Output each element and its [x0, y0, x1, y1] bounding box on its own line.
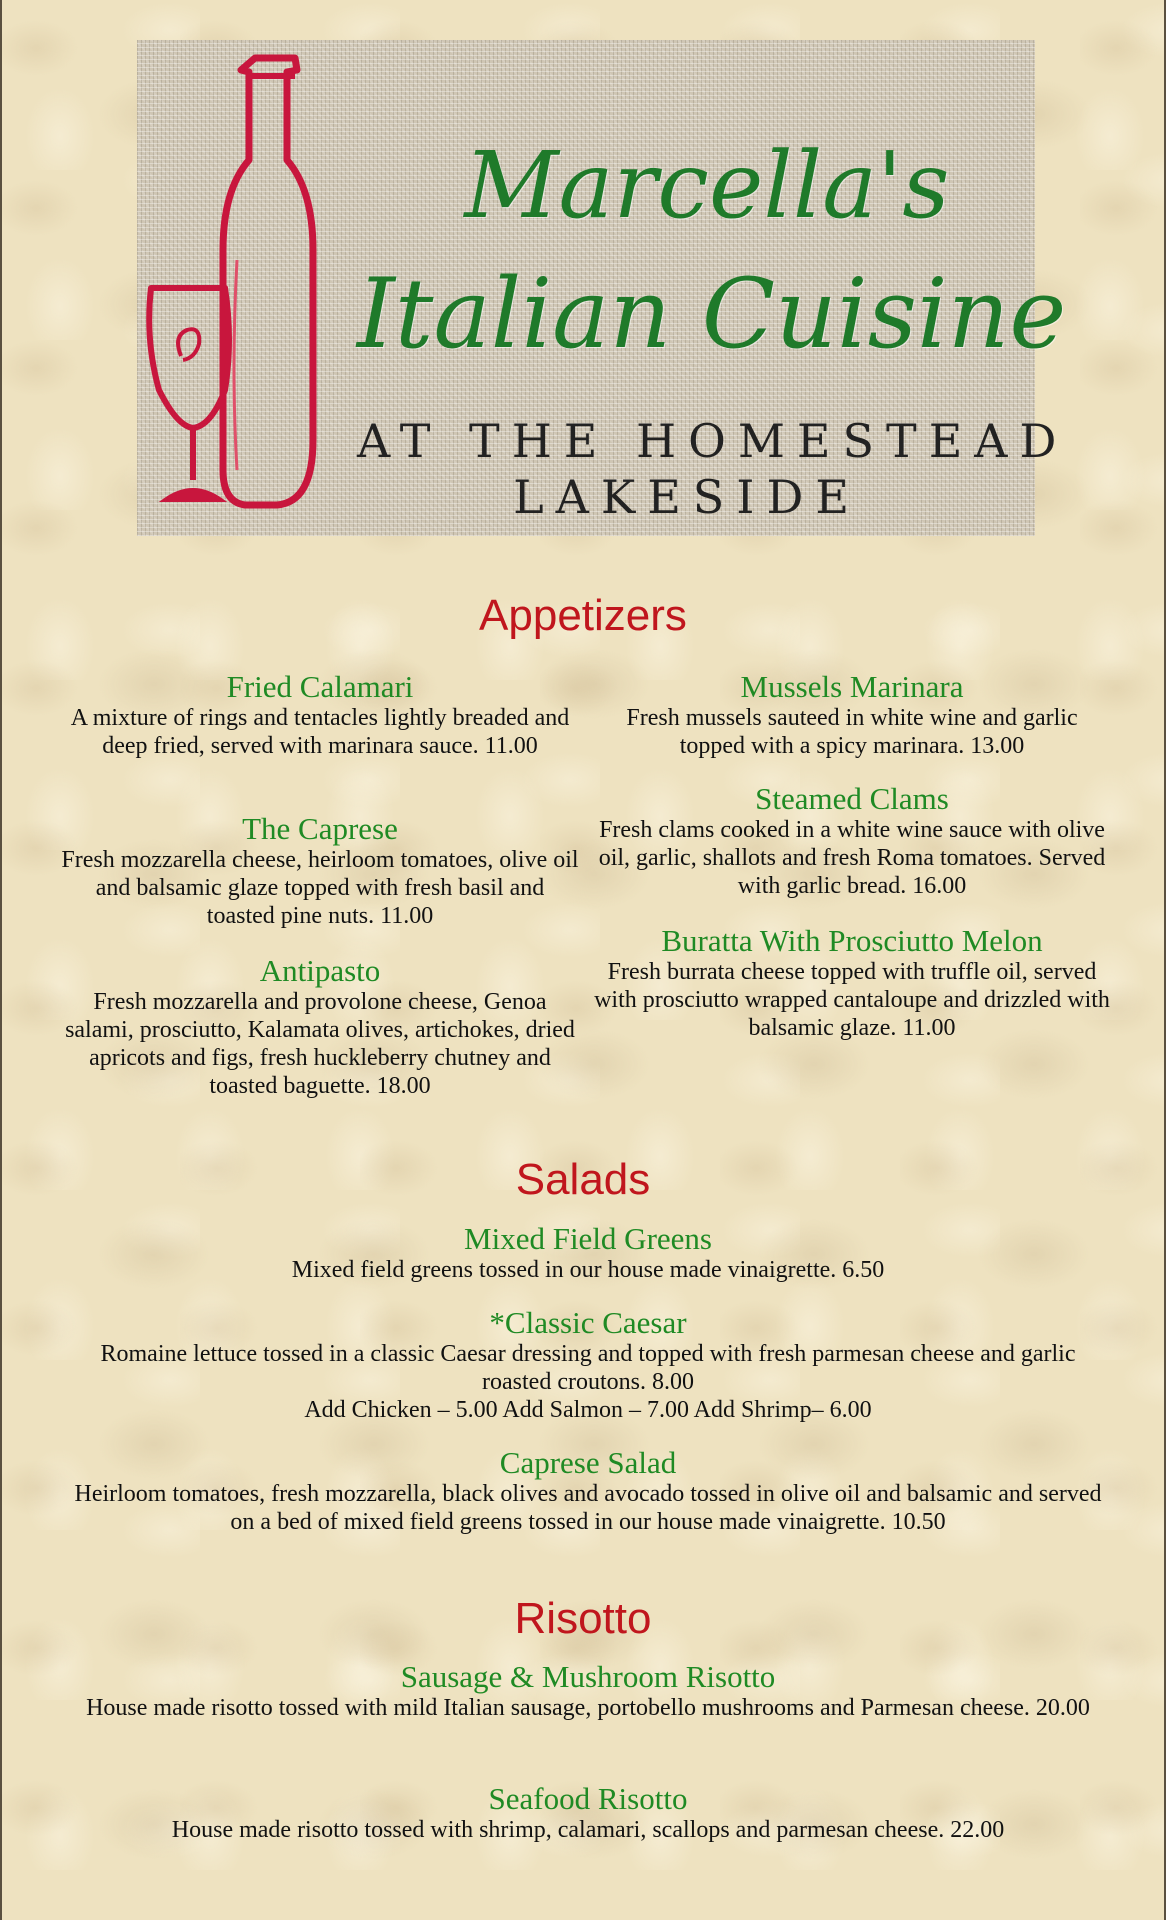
menu-item: [50, 1306, 1126, 1424]
item-name: Sausage & Mushroom Risotto: [400, 1659, 776, 1694]
item-name: Fried Calamari: [226, 669, 414, 704]
brand-name-line2: Italian Cuisine: [357, 258, 1067, 370]
item-name: Mixed Field Greens: [464, 1221, 712, 1256]
menu-item: [60, 670, 580, 760]
appetizers-left-column: [60, 670, 580, 760]
appetizers-right-column: [592, 670, 1112, 760]
item-name: Caprese Salad: [499, 1445, 677, 1480]
menu-item: [592, 782, 1112, 900]
item-description: Fresh mozzarella cheese, heirloom tomatoes, olive oil and balsamic glaze topped with fresh basil and toasted pine nuts. 11.00: [61, 847, 579, 929]
menu-item: [592, 670, 1112, 760]
menu-item: [592, 924, 1112, 1042]
item-name: Steamed Clams: [755, 781, 949, 816]
item-description: House made risotto tossed with shrimp, calamari, scallops and parmesan cheese. 22.00: [171, 1817, 1005, 1843]
salads-heading: Salads: [515, 1155, 651, 1204]
item-description: House made risotto tossed with mild Italian sausage, portobello mushrooms and Parmesan cheese. 20.00: [86, 1695, 1090, 1721]
item-name: The Caprese: [242, 811, 398, 846]
item-description: Mixed field greens tossed in our house made vinaigrette. 6.50: [291, 1257, 885, 1283]
risotto-heading: Risotto: [514, 1594, 652, 1643]
brand-name-line1: Marcella's: [464, 132, 950, 239]
item-name: Antipasto: [259, 953, 381, 988]
item-description: Fresh mozzarella and provolone cheese, Genoa salami, prosciutto, Kalamata olives, artichokes, dried apricots and figs, fresh huckleberry chutney and toasted baguette. 18.00: [65, 989, 575, 1099]
item-name: Buratta With Prosciutto Melon: [661, 923, 1043, 958]
item-addons: Add Chicken – 5.00 Add Salmon – 7.00 Add Shrimp– 6.00: [304, 1397, 872, 1423]
menu-item: [60, 812, 580, 930]
menu-item: [50, 1782, 1126, 1844]
item-name: Mussels Marinara: [740, 669, 964, 704]
item-description: Heirloom tomatoes, fresh mozzarella, black olives and avocado tossed in olive oil and balsamic and served on a bed of mixed field greens tossed in our house made vinaigrette. 10.50: [74, 1481, 1102, 1535]
item-description: A mixture of rings and tentacles lightly breaded and deep fried, served with marinara sauce. 11.00: [70, 705, 570, 759]
item-description: Fresh burrata cheese topped with truffle oil, served with prosciutto wrapped cantaloupe and drizzled with balsamic glaze. 11.00: [594, 959, 1110, 1041]
appetizers-right-column: [592, 924, 1112, 1042]
appetizers-left-column: [60, 812, 580, 930]
restaurant-logo: [137, 40, 1069, 536]
item-description: Romaine lettuce tossed in a classic Caesar dressing and topped with fresh parmesan cheese and garlic roasted croutons. 8.00: [100, 1341, 1076, 1395]
menu-item: [50, 1446, 1126, 1536]
brand-subtitle-line2: LAKESIDE: [513, 470, 861, 524]
appetizers-heading: Appetizers: [479, 591, 687, 640]
item-description: Fresh mussels sauteed in white wine and garlic topped with a spicy marinara. 13.00: [626, 705, 1078, 759]
item-name: *Classic Caesar: [489, 1305, 687, 1340]
appetizers-left-column: [60, 954, 580, 1100]
brand-subtitle-line1: AT THE HOMESTEAD: [357, 414, 1069, 468]
item-description: Fresh clams cooked in a white wine sauce with olive oil, garlic, shallots and fresh Roma tomatoes. Served with garlic bread. 16.00: [598, 817, 1106, 899]
menu-item: [60, 954, 580, 1100]
menu-item: [50, 1222, 1126, 1284]
item-name: Seafood Risotto: [488, 1781, 688, 1816]
menu-item: [40, 1660, 1136, 1722]
appetizers-right-column: [592, 782, 1112, 900]
